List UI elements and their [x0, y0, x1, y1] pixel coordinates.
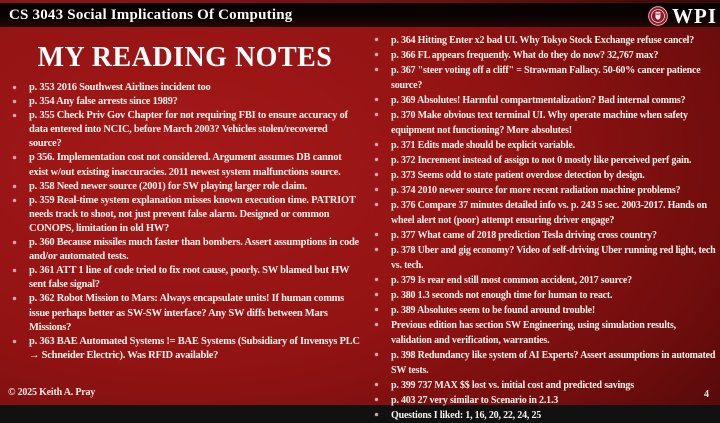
note-text: p. 370 Make obvious text terminal UI. Why operate machine when safety equipment not functioning? More absolutes! [391, 110, 688, 136]
note-text: p. 373 Seems odd to state patient overdose detection by design. [391, 170, 645, 181]
notes-list-right [372, 33, 718, 423]
note-item [10, 95, 360, 109]
note-text: p. 374 2010 newer source for more recent radiation machine problems? [391, 185, 681, 196]
note-text: p. 372 Increment instead of assign to not 0 mostly like perceived perf gain. [391, 155, 692, 166]
bullet-icon [375, 158, 378, 161]
wpi-seal-icon [647, 5, 669, 27]
bullet-icon [13, 100, 16, 103]
right-column [372, 33, 718, 423]
note-text: p. 353 2016 Southwest Airlines incident too [29, 82, 211, 93]
note-item [10, 264, 360, 292]
bullet-icon [13, 156, 16, 159]
bullet-icon [375, 203, 378, 206]
note-text: p. 354 Any false arrests since 1989? [29, 96, 178, 108]
left-column [10, 32, 360, 363]
bullet-icon [13, 86, 16, 89]
note-text: p. 376 Compare 37 minutes detailed info vs. p. 243 5 sec. 2003-2017. Hands on wheel alert not (poor) attempt ensuring driver engage? [391, 200, 707, 226]
bullet-icon [375, 233, 378, 236]
note-item [372, 33, 718, 48]
note-text: p. 378 Uber and gig economy? Video of self-driving Uber running red light, tech vs. tech. [391, 245, 716, 271]
note-text: p. 367 "steer voting off a cliff" = Strawman Fallacy. 50-60% cancer patience source? [391, 65, 701, 91]
bullet-icon [375, 53, 378, 56]
note-text: Questions I liked: 1, 16, 20, 22, 24, 25 [391, 410, 542, 421]
bullet-icon [375, 113, 378, 116]
note-text: Previous edition has section SW Engineering, using simulation results, validation and verification, warranties. [391, 320, 676, 346]
note-text: p. 380 1.3 seconds not enough time for human to react. [391, 290, 613, 301]
note-item [372, 243, 718, 273]
bullet-icon [375, 383, 378, 386]
note-text: p. 379 Is rear end still most common accident, 2017 source? [391, 275, 632, 286]
note-item [372, 63, 718, 93]
bullet-icon [375, 413, 378, 416]
note-text: p. 360 Because missiles much faster than bombers. Assert assumptions in code and/or automated tests. [29, 237, 359, 263]
bullet-icon [375, 68, 378, 71]
note-item [10, 109, 360, 151]
note-item [372, 48, 718, 63]
bullet-icon [13, 269, 16, 272]
note-item [372, 318, 718, 348]
note-item [372, 153, 718, 168]
note-text: p. 359 Real-time system explanation misses known execution time. PATRIOT needs track to shoot, not just prevent false alarm. Designed or common CONOPS, limitation in old HW? [29, 194, 356, 234]
note-text: p. 358 Need newer source (2001) for SW playing larger role claim. [29, 180, 308, 192]
notes-list-left [10, 81, 360, 363]
bullet-icon [375, 293, 378, 296]
note-item [10, 236, 360, 264]
wpi-logo-text: WPI [672, 4, 717, 28]
bullet-icon [375, 398, 378, 401]
note-item [10, 81, 360, 95]
note-text: p. 399 737 MAX $$ lost vs. initial cost and predicted savings [391, 380, 634, 391]
bullet-icon [375, 308, 378, 311]
copyright-text: © 2025 Keith A. Pray [8, 387, 96, 398]
note-item [372, 273, 718, 288]
note-text: p. 364 Hitting Enter x2 bad UI. Why Tokyo Stock Exchange refuse cancel? [391, 35, 695, 46]
note-item [372, 303, 718, 318]
bullet-icon [13, 185, 16, 188]
bullet-icon [375, 353, 378, 356]
course-title: CS 3043 Social Implications Of Computing [9, 6, 293, 23]
bullet-icon [13, 199, 16, 202]
slide-header-bar [0, 3, 720, 27]
note-item [372, 408, 718, 423]
bullet-icon [375, 188, 378, 191]
note-item [10, 151, 360, 179]
note-text: p. 389 Absolutes seem to be found around trouble! [391, 305, 596, 316]
note-item [10, 180, 360, 194]
bullet-icon [13, 340, 16, 343]
bullet-icon [375, 98, 378, 101]
note-text: p. 371 Edits made should be explicit variable. [391, 140, 575, 151]
bullet-icon [13, 297, 16, 300]
note-text: p. 355 Check Priv Gov Chapter for not requiring FBI to ensure accuracy of data entered into NCIC, before March 2003? Vehicles stolen/recovered source? [29, 110, 348, 150]
bullet-icon [375, 173, 378, 176]
note-item [372, 378, 718, 393]
note-text: p 356. Implementation cost not considered. Argument assumes DB cannot exist w/out existing inaccuracies. 2011 newest system malfunctions source. [29, 152, 342, 178]
note-item [372, 288, 718, 303]
note-text: p. 403 27 very similar to Scenario in 2.1.3 [391, 395, 559, 406]
note-item [372, 348, 718, 378]
note-item [372, 393, 718, 408]
note-text: p. 361 ATT 1 line of code tried to fix root cause, poorly. SW blamed but HW sent false signal? [29, 265, 350, 291]
wpi-logo [647, 4, 717, 28]
note-item [372, 168, 718, 183]
slide-page-number: 4 [704, 389, 709, 400]
note-item [372, 198, 718, 228]
bullet-icon [375, 38, 378, 41]
note-text: p. 362 Robot Mission to Mars: Always encapsulate units! If human comms issue perhaps better as SW-SW interface? Any SW diffs between Mars Missions? [29, 293, 345, 333]
bullet-icon [375, 278, 378, 281]
note-text: p. 369 Absolutes! Harmful compartmentalization? Bad internal comms? [391, 95, 686, 106]
note-text: p. 398 Redundancy like system of AI Experts? Assert assumptions in automated SW tests. [391, 350, 716, 376]
note-item [372, 93, 718, 108]
note-item [10, 335, 360, 363]
note-item [372, 228, 718, 243]
bullet-icon [13, 241, 16, 244]
note-item [10, 194, 360, 236]
bullet-icon [13, 114, 16, 117]
bullet-icon [375, 143, 378, 146]
bullet-icon [375, 323, 378, 326]
note-text: p. 366 FL appears frequently. What do they do now? 32,767 max? [391, 50, 659, 61]
note-item [372, 183, 718, 198]
note-item [10, 292, 360, 334]
note-item [372, 138, 718, 153]
bullet-icon [375, 248, 378, 251]
page-title: MY READING NOTES [37, 42, 333, 73]
note-item [372, 108, 718, 138]
note-text: p. 377 What came of 2018 prediction Tesla driving cross country? [391, 230, 657, 241]
note-text: p. 363 BAE Automated Systems != BAE Systems (Subsidiary of Invensys PLC → Schneider Electric). Was RFID available? [29, 335, 360, 361]
